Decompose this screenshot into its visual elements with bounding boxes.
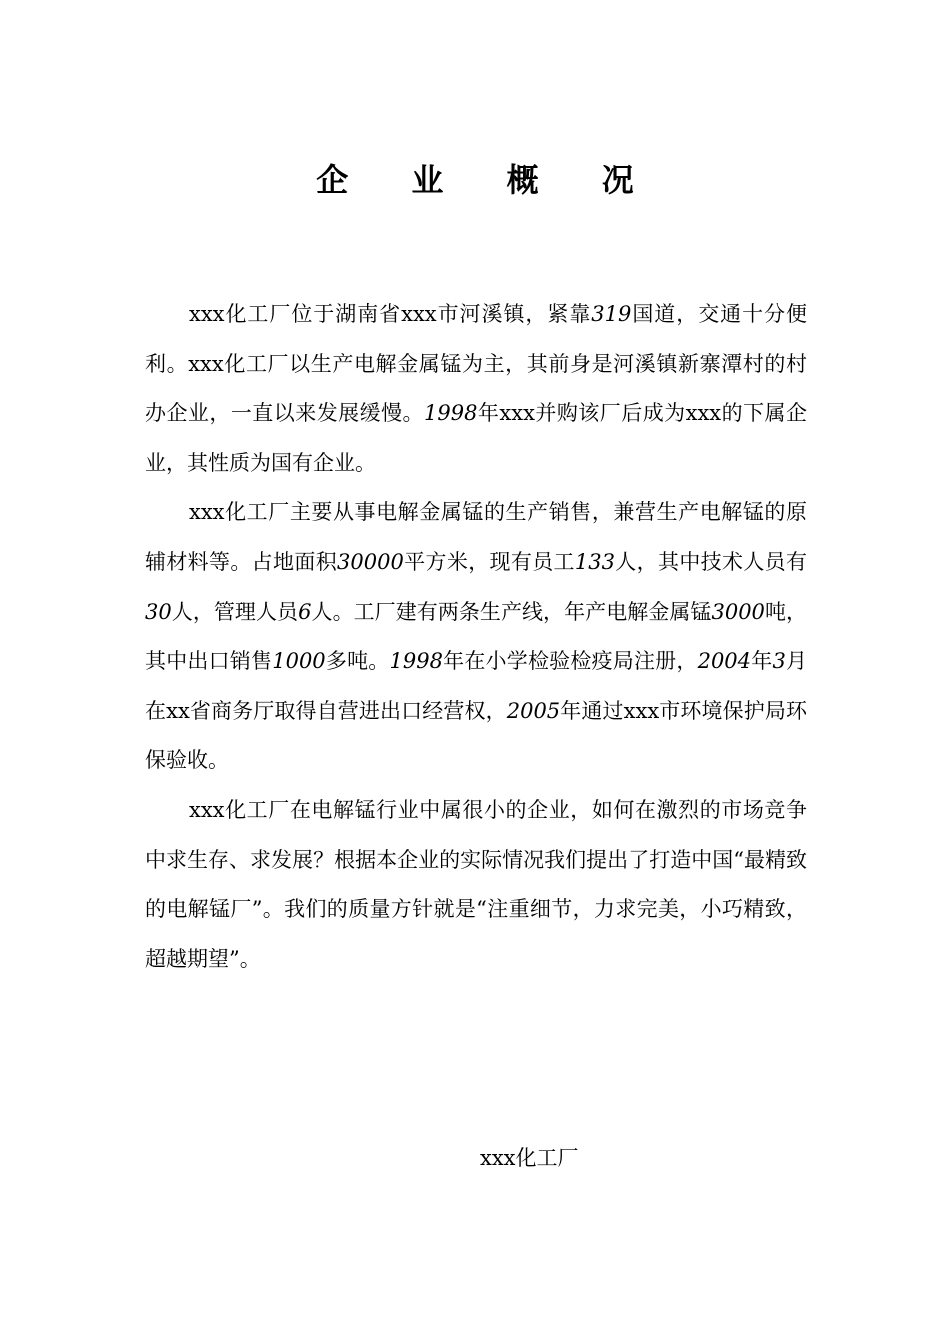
text-run: 人，其中技术人员有 bbox=[614, 549, 807, 574]
text-run: 吨，其中出口销售 bbox=[145, 599, 808, 674]
text-run: xxx化工厂位于湖南省xxx市河溪镇，紧靠 bbox=[189, 302, 592, 326]
text-run: 平方米，现有员工 bbox=[403, 549, 575, 574]
italic-number: 30000 bbox=[337, 549, 404, 574]
italic-number: 3000 bbox=[711, 599, 765, 624]
text-run: 多吨。 bbox=[325, 649, 390, 674]
italic-number: 1998 bbox=[424, 401, 478, 426]
italic-number: 3 bbox=[772, 649, 786, 674]
text-run: 国道，交通十分便利。xxx化工厂以生产电解金属锰为主，其前身是河溪镇新寨潭村的村办企业，一直以来发展缓慢。 bbox=[145, 302, 808, 426]
italic-number: 6 bbox=[298, 599, 312, 624]
text-run: 年在小学检验检疫局注册， bbox=[442, 649, 698, 674]
text-run: 人。工厂建有两条生产线，年产电解金属锰 bbox=[311, 599, 712, 624]
paragraph-quality-policy bbox=[145, 786, 807, 984]
text-run: 人，管理人员 bbox=[171, 599, 299, 624]
text-run: xxx化工厂在电解锰行业中属很小的企业，如何在激烈的市场竞争中求生存、求发展？根据本企业的实际情况我们提出了打造中国“最精致的电解锰厂”。我们的质量方针就是“注重细节，力求完美，小巧精致，超越期望”。 bbox=[145, 797, 807, 971]
italic-number: 2005 bbox=[506, 698, 561, 723]
italic-number: 2004 bbox=[697, 649, 752, 674]
signature-company-name: xxx化工厂 bbox=[480, 1146, 579, 1170]
text-run: 年xxx并购该厂后成为xxx的下属企业，其性质为国有企业。 bbox=[145, 401, 808, 475]
italic-number: 133 bbox=[574, 549, 615, 574]
text-run: 月在xx省商务厅取得自营进出口经营权， bbox=[145, 649, 808, 723]
italic-number: 319 bbox=[591, 302, 632, 326]
italic-number: 1998 bbox=[389, 649, 443, 674]
italic-number: 30 bbox=[145, 599, 172, 624]
paragraph-location bbox=[145, 290, 807, 488]
italic-number: 1000 bbox=[272, 649, 326, 674]
page-title: 企 业 概 况 bbox=[316, 161, 660, 199]
text-run: 年 bbox=[751, 649, 773, 674]
text-run: xxx化工厂主要从事电解金属锰的生产销售，兼营生产电解锰的原辅材料等。占地面积 bbox=[145, 500, 807, 574]
document-body bbox=[145, 290, 807, 984]
paragraph-business bbox=[145, 488, 807, 786]
text-run: 年通过xxx市环境保护局环保验收。 bbox=[145, 698, 808, 773]
